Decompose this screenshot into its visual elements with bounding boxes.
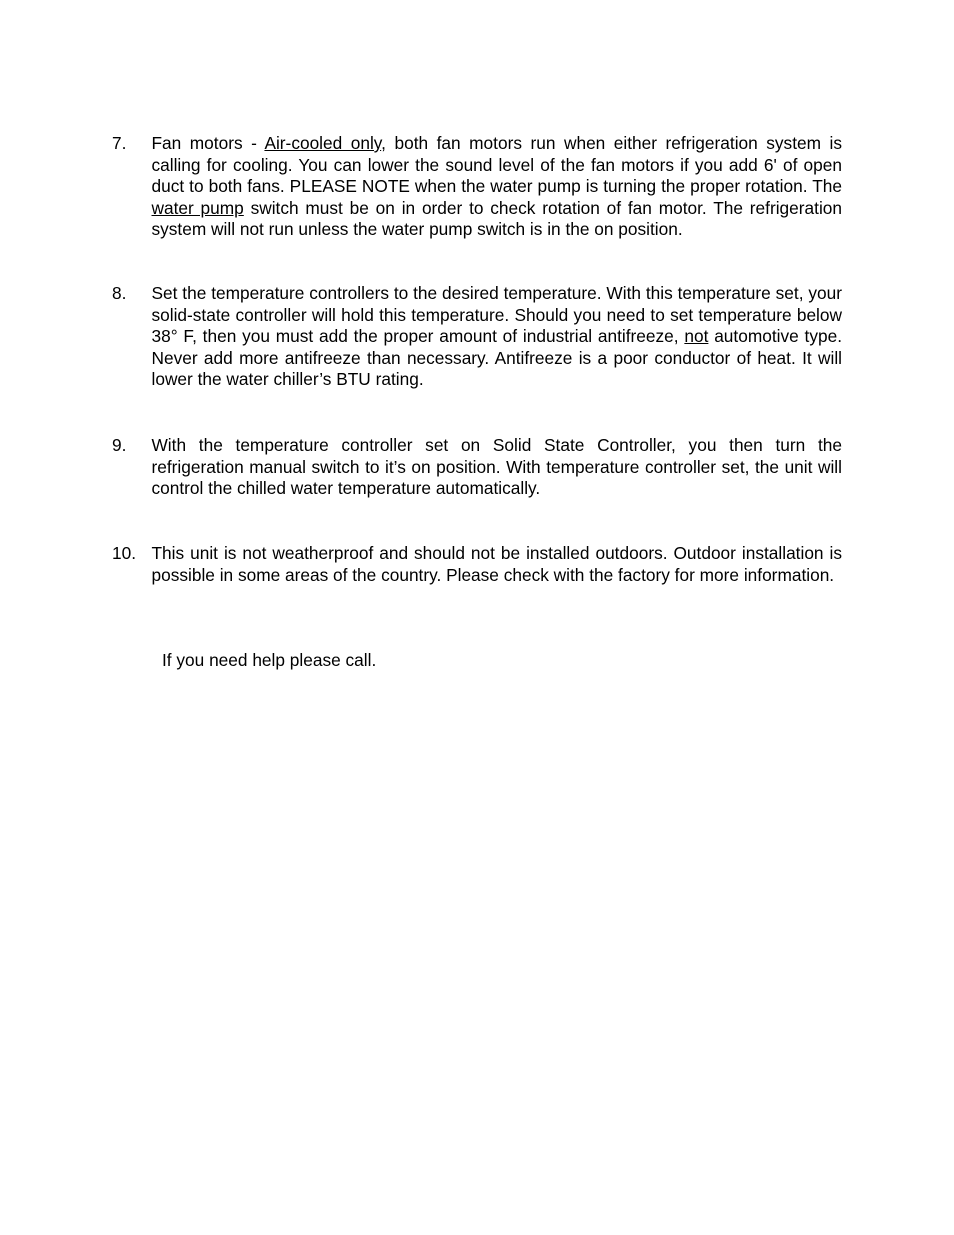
list-item-7 — [112, 133, 842, 241]
underlined-text: not — [684, 326, 709, 346]
list-item-9 — [112, 435, 842, 500]
text-run: switch must be on in order to check rotation of fan motor. The refrigeration system will not run unless the water pump switch is in the on position. — [151, 197, 842, 239]
underlined-text: water pump — [151, 197, 244, 218]
item-text — [152, 283, 843, 391]
item-number: 7. — [112, 133, 127, 153]
item-text: With the temperature controller set on Solid State Controller, you then turn the refrigeration manual switch to it’s on position. With temperature controller set, the unit will control the chilled water temperature automatically. — [151, 435, 842, 498]
item-number: 8. — [112, 283, 127, 303]
list-item-8 — [112, 283, 842, 391]
text-run: Set the temperature controllers to the desired temperature. With this temperature set, your solid-state controller will hold this temperature. Should you need to set temperature below 38° F, then you must add the proper amount of industrial antifreeze, — [151, 283, 842, 346]
item-text: This unit is not weatherproof and should not be installed outdoors. Outdoor installation is possible in some areas of the country. Please check with the factory for more information. — [151, 543, 842, 585]
item-text — [152, 133, 843, 241]
underlined-text: Air-cooled only — [264, 133, 382, 153]
text-run: automotive type. Never add more antifreeze than necessary. Antifreeze is a poor conductor of heat. It will lower the water chiller’s BTU rating. — [151, 326, 842, 389]
closing-line: If you need help please call. — [162, 650, 377, 670]
text-run: , both fan motors run when either refrigeration system is calling for cooling. You can lower the sound level of the fan motors if you add 6' of open duct to both fans. PLEASE NOTE when the water pump is turning the proper rotation. The — [151, 133, 842, 196]
item-number: 9. — [112, 435, 127, 455]
text-run: Fan motors - — [151, 133, 265, 153]
item-number: 10. — [112, 543, 137, 563]
list-item-10 — [112, 543, 842, 586]
